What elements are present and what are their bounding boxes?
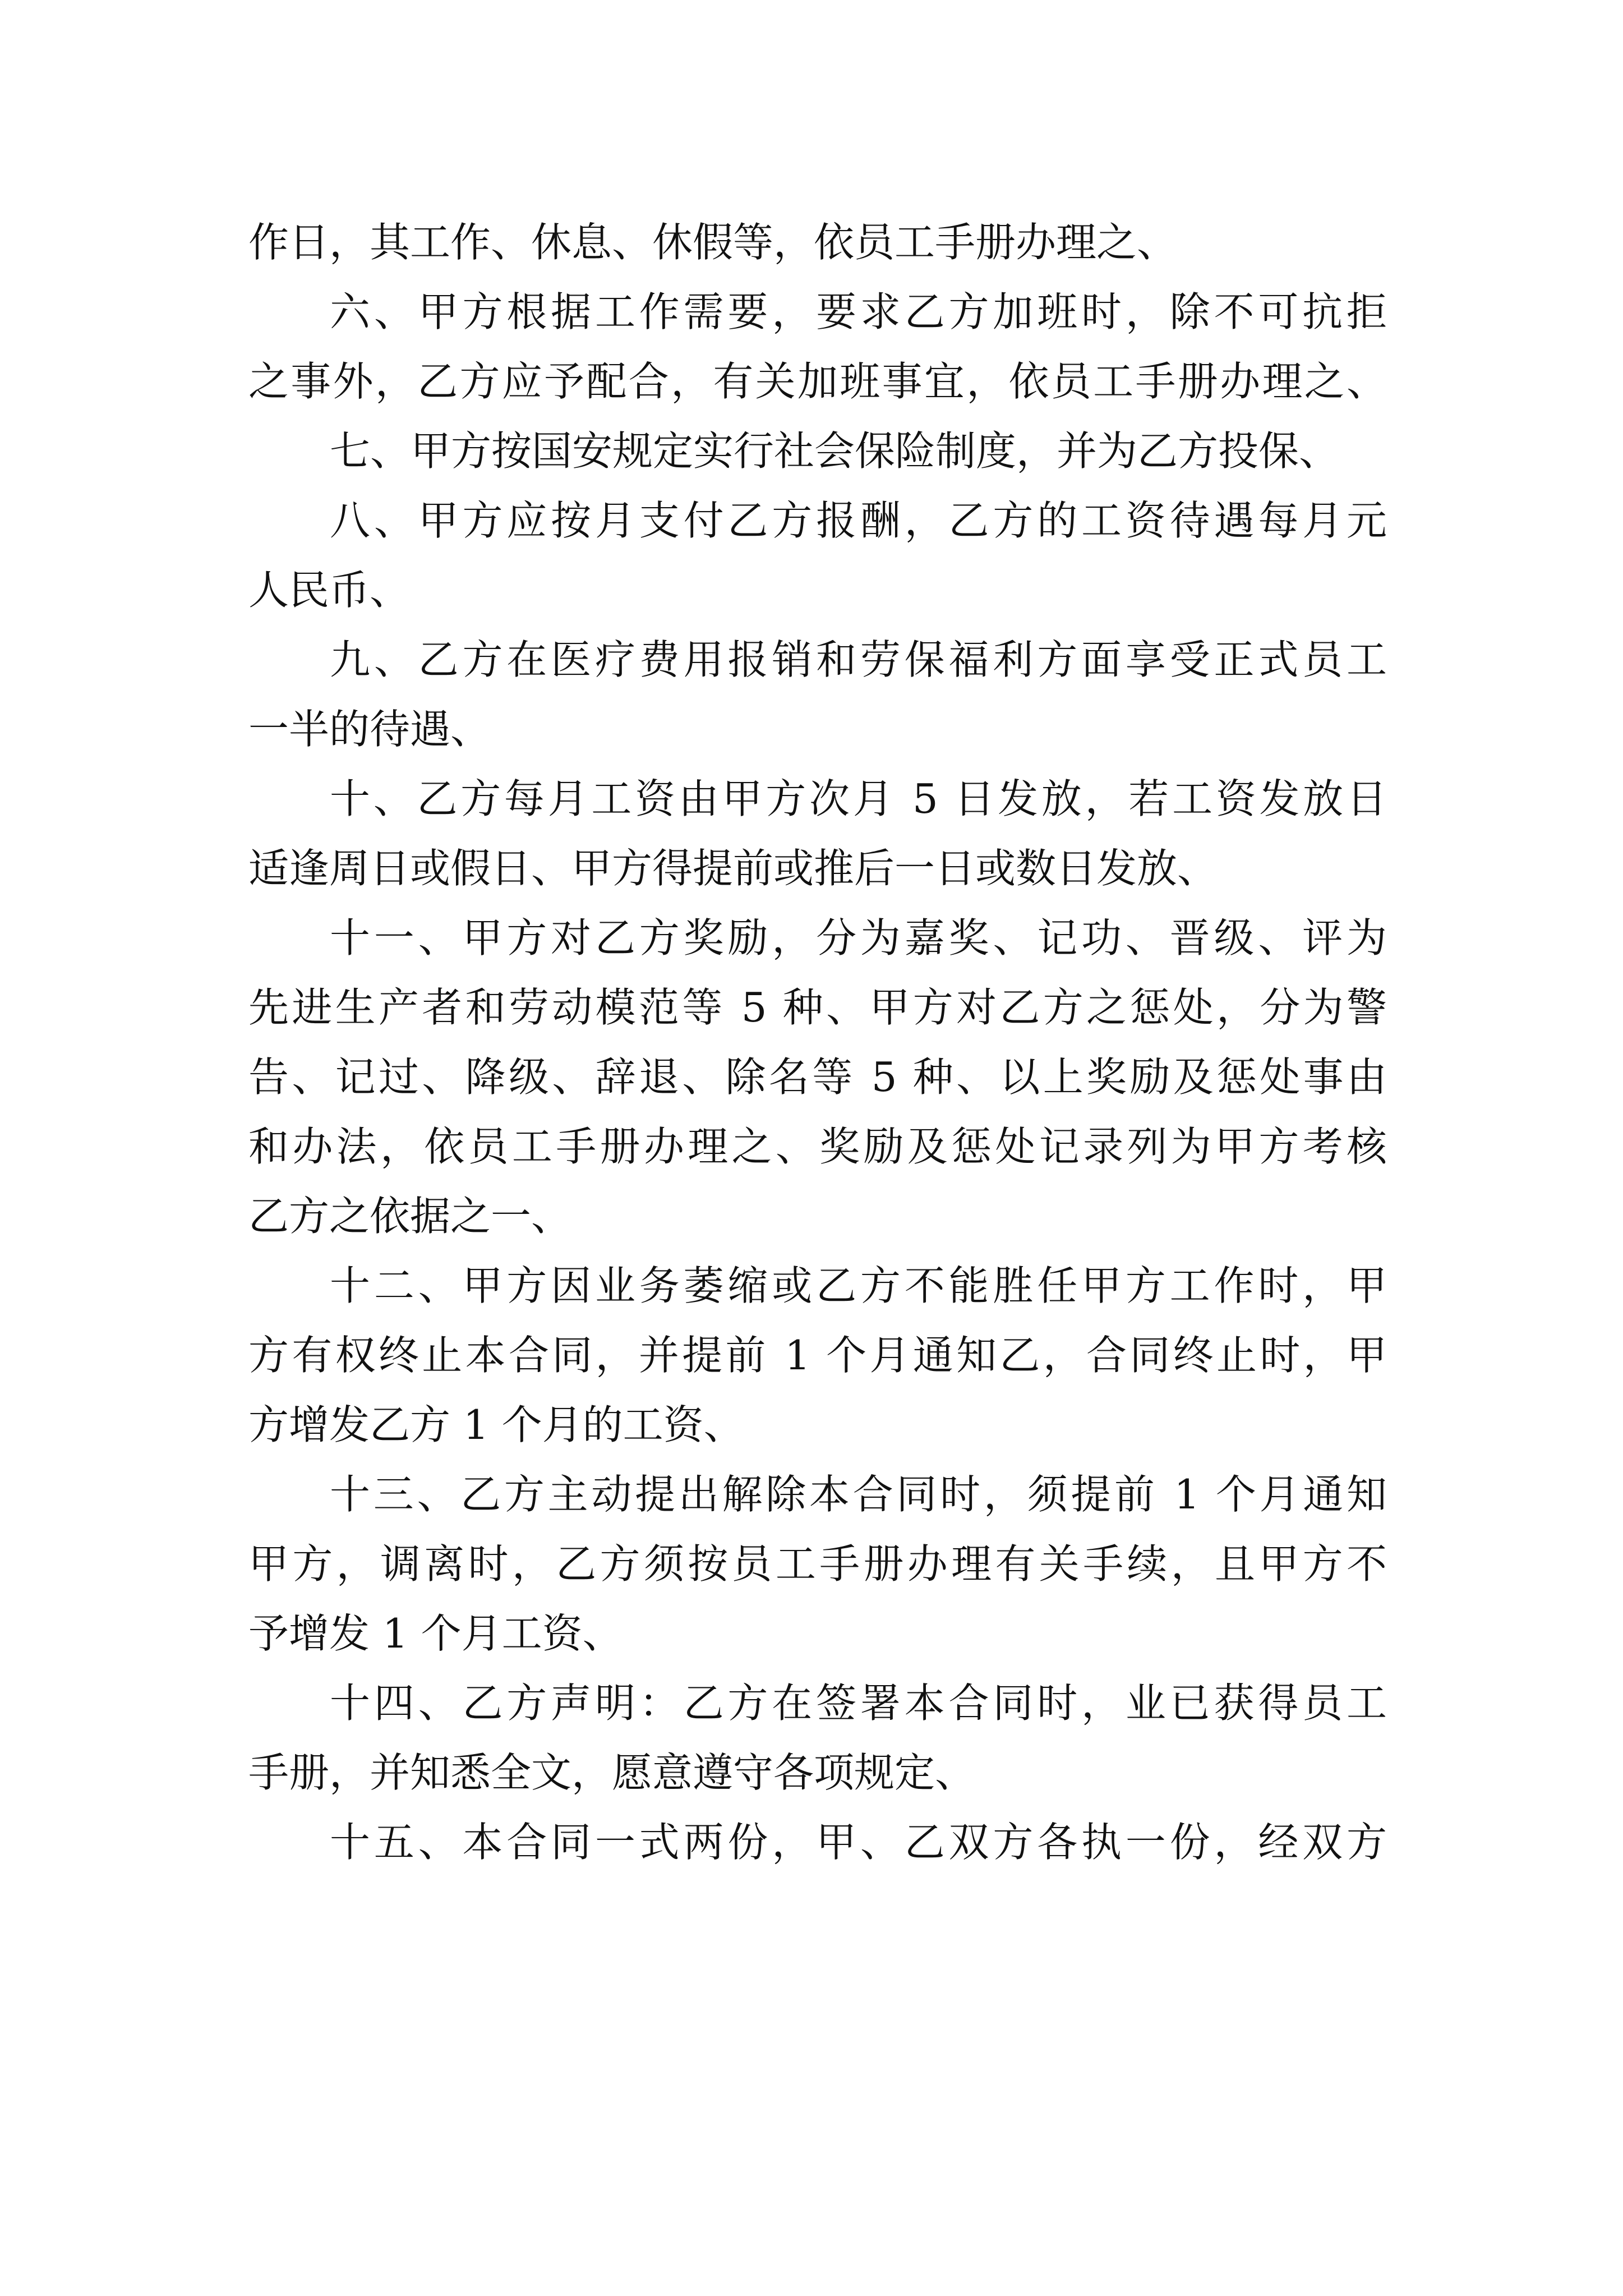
text-line: 十、乙方每月工资由甲方次月 5 日发放，若工资发放日: [330, 775, 1387, 822]
document-body: [248, 208, 1387, 1877]
text-line: 人民币、: [248, 567, 411, 614]
text-line: 方增发乙方 1 个月的工资、: [248, 1401, 744, 1448]
text-line: 六、甲方根据工作需要，要求乙方加班时，除不可抗拒: [330, 288, 1387, 335]
text-line: 十一、甲方对乙方奖励，分为嘉奖、记功、晋级、评为: [330, 914, 1387, 961]
text-line: 和办法，依员工手册办理之、奖励及惩处记录列为甲方考核: [248, 1123, 1387, 1170]
text-line: 作日，其工作、休息、休假等，依员工手册办理之、: [248, 219, 1178, 266]
text-line: 乙方之依据之一、: [248, 1193, 572, 1240]
text-line: 十五、本合同一式两份，甲、乙双方各执一份，经双方: [330, 1819, 1387, 1866]
text-line: 适逢周日或假日、甲方得提前或推后一日或数日发放、: [248, 845, 1218, 892]
text-line: 十四、乙方声明：乙方在签署本合同时，业已获得员工: [330, 1680, 1387, 1727]
text-line: 十三、乙方主动提出解除本合同时，须提前 1 个月通知: [330, 1471, 1387, 1518]
text-line: 之事外，乙方应予配合，有关加班事宜，依员工手册办理之、: [248, 358, 1387, 405]
text-line: 手册，并知悉全文，愿意遵守各项规定、: [248, 1749, 976, 1796]
text-line: 予增发 1 个月工资、: [248, 1610, 623, 1657]
text-line: 方有权终止本合同，并提前 1 个月通知乙，合同终止时，甲: [248, 1332, 1387, 1379]
text-line: 十二、甲方因业务萎缩或乙方不能胜任甲方工作时，甲: [330, 1262, 1387, 1309]
text-line: 一半的待遇、: [248, 706, 491, 753]
text-line: 八、甲方应按月支付乙方报酬，乙方的工资待遇每月元: [330, 497, 1387, 544]
text-line: 甲方，调离时，乙方须按员工手册办理有关手续，且甲方不: [248, 1540, 1387, 1588]
text-line: 七、甲方按国安规定实行社会保险制度，并为乙方投保、: [330, 427, 1340, 475]
text-line: 告、记过、降级、辞退、除名等 5 种、以上奖励及惩处事由: [248, 1053, 1387, 1101]
text-line: 九、乙方在医疗费用报销和劳保福利方面享受正式员工: [330, 636, 1387, 683]
text-line: 先进生产者和劳动模范等 5 种、甲方对乙方之惩处，分为警: [248, 984, 1387, 1031]
